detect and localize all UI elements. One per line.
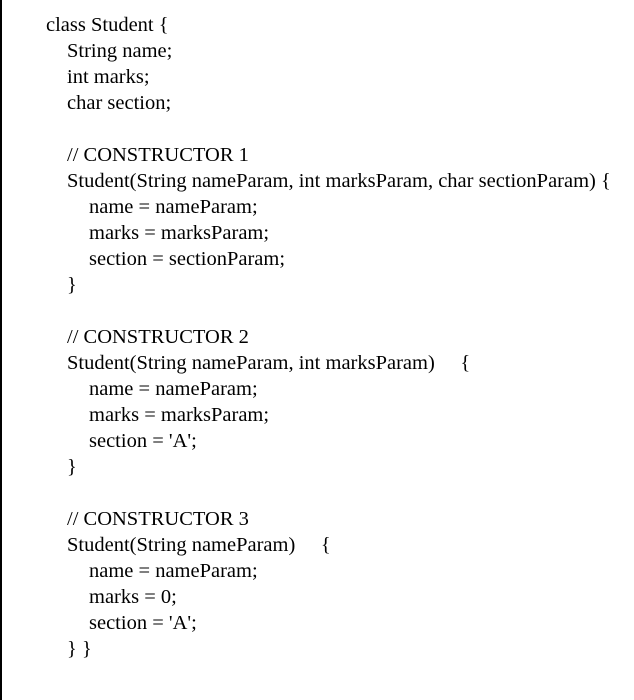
constructor2-close: } xyxy=(67,456,77,478)
constructor2-body-line: marks = marksParam; xyxy=(89,404,270,426)
constructor3-comment: // CONSTRUCTOR 3 xyxy=(67,508,249,530)
constructor1-body-line: name = nameParam; xyxy=(89,196,258,218)
blank-line xyxy=(2,480,634,506)
field-name: String name; xyxy=(67,40,173,62)
constructor3-body-line: name = nameParam; xyxy=(89,560,258,582)
constructor3-signature: Student(String nameParam) { xyxy=(67,534,331,556)
constructor1-close: } xyxy=(67,274,77,296)
constructor2-comment: // CONSTRUCTOR 2 xyxy=(67,326,249,348)
constructor2-signature: Student(String nameParam, int marksParam) { xyxy=(67,352,471,374)
class-declaration: class Student { xyxy=(46,14,169,36)
blank-line xyxy=(2,298,634,324)
class-close: } } xyxy=(67,638,92,660)
constructor3-body-line: section = 'A'; xyxy=(89,612,197,634)
field-section: char section; xyxy=(67,92,172,114)
field-marks: int marks; xyxy=(67,66,150,88)
constructor1-body-line: section = sectionParam; xyxy=(89,248,286,270)
blank-line xyxy=(2,116,634,142)
constructor3-body-line: marks = 0; xyxy=(89,586,177,608)
code-block xyxy=(2,12,634,662)
constructor1-comment: // CONSTRUCTOR 1 xyxy=(67,144,249,166)
constructor1-body-line: marks = marksParam; xyxy=(89,222,270,244)
constructor1-signature: Student(String nameParam, int marksParam, char sectionParam) { xyxy=(67,170,611,192)
constructor2-body-line: name = nameParam; xyxy=(89,378,258,400)
constructor2-body-line: section = 'A'; xyxy=(89,430,197,452)
